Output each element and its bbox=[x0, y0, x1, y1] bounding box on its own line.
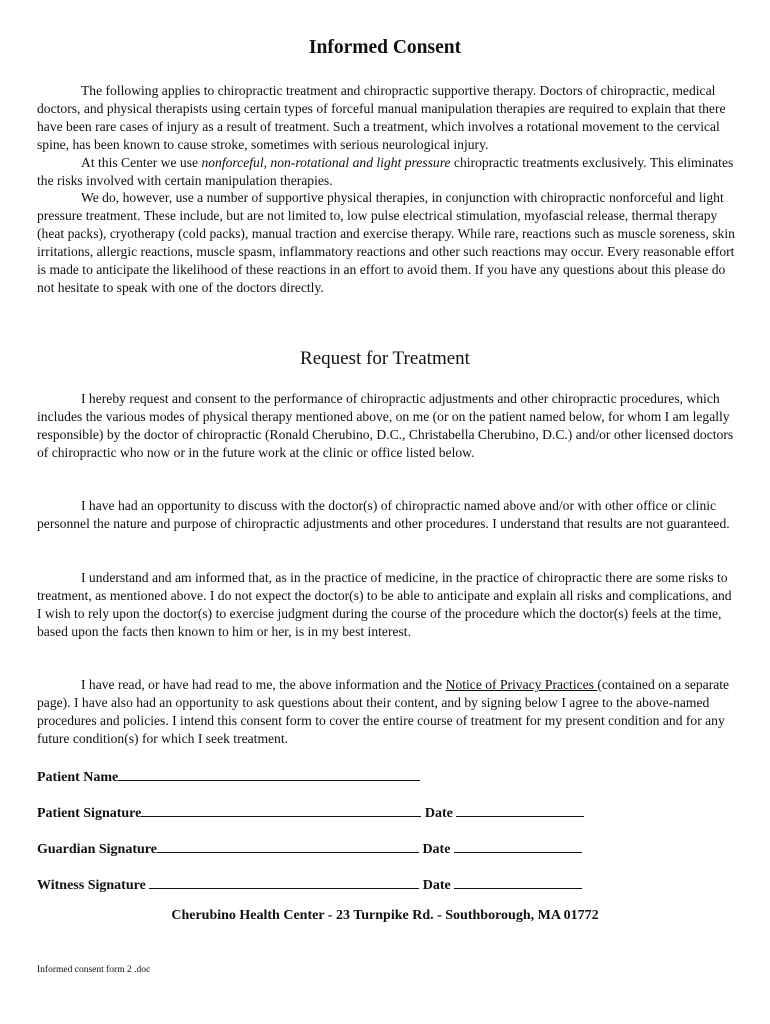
witness-signature-label: Witness Signature bbox=[37, 878, 150, 893]
guardian-signature-field[interactable] bbox=[157, 838, 419, 853]
intro-paragraph-1: The following applies to chiropractic treatment and chiropractic supportive therapy. Doctors of chiropractic, medical doctors, and physical therapists using certain types of forceful manual manipulation therapies are required to explain that there have been rare cases of injury as a result of treatment. Such a treatment, which involves a rotational movement to the cervical spine, has been known to cause stroke, sometimes with serious neurological injury. bbox=[37, 83, 726, 152]
intro-paragraph-3: We do, however, use a number of supportive physical therapies, in conjunction with chiropractic nonforceful and light pressure treatment. These include, but are not limited to, low pulse electrical stimulation, myofascial release, thermal therapy (heat packs), cryotherapy (cold packs), manual traction and exercise therapy. While rare, reactions such as muscle soreness, skin irritations, allergic reactions, muscle spasm, inflammatory reactions and other such reactions may occur. Every reasonable effort is made to anticipate the likelihood of these reactions in an effort to avoid them. If you have any questions about this please do not hesitate to speak with one of the doctors directly. bbox=[37, 190, 735, 295]
witness-signature-field[interactable] bbox=[149, 874, 419, 889]
guardian-signature-row bbox=[37, 838, 582, 858]
intro-p2-text-end: chiropractic treatments exclusively. This eliminates the risks involved with certain manipulation therapies. bbox=[37, 154, 734, 188]
witness-date-label: Date bbox=[422, 878, 455, 893]
witness-date-field[interactable] bbox=[454, 874, 582, 889]
patient-date-field[interactable] bbox=[456, 802, 584, 817]
guardian-date-label: Date bbox=[422, 842, 454, 857]
request-paragraph-4 bbox=[37, 676, 737, 748]
request-p4-text-start: I have read, or have had read to me, the above information and the bbox=[81, 677, 446, 692]
patient-date-label: Date bbox=[424, 806, 457, 821]
document-filename: Informed consent form 2 .doc bbox=[37, 965, 151, 975]
request-heading: Request for Treatment bbox=[300, 348, 470, 369]
guardian-signature-label: Guardian Signature bbox=[37, 842, 157, 857]
patient-signature-row bbox=[37, 802, 584, 822]
request-paragraph-2: I have had an opportunity to discuss with the doctor(s) of chiropractic named above and/or with other office or clinic personnel the nature and purpose of chiropractic adjustments and other procedures. I understand that results are not guaranteed. bbox=[37, 498, 730, 531]
intro-p2-text-start: At this Center we use bbox=[81, 154, 202, 170]
patient-name-field[interactable] bbox=[118, 766, 420, 781]
patient-signature-label: Patient Signature bbox=[37, 806, 142, 821]
patient-name-label: Patient Name bbox=[37, 770, 119, 785]
witness-signature-row bbox=[37, 874, 582, 894]
request-paragraph-3: I understand and am informed that, as in the practice of medicine, in the practice of chiropractic there are some risks to treatment, as mentioned above. I do not expect the doctor(s) to be able to anticipate and explain all risks and complications, and I wish to rely upon the doctor(s) to exercise judgment during the course of the procedure which the doctor(s) feels at the time, based upon the facts then known to him or her, is in my best interest. bbox=[37, 570, 732, 639]
guardian-date-field[interactable] bbox=[454, 838, 582, 853]
patient-name-row bbox=[37, 766, 420, 786]
page-title: Informed Consent bbox=[308, 37, 462, 58]
patient-signature-field[interactable] bbox=[141, 802, 421, 817]
privacy-practices-link[interactable]: Notice of Privacy Practices bbox=[445, 677, 598, 692]
intro-paragraph-2 bbox=[37, 154, 737, 190]
request-p4-text-end: (contained on a separate page). I have also had an opportunity to ask questions about their content, and by signing below I agree to the above-named procedures and policies. I intend this consent form to cover the entire course of treatment for my present condition and for any future condition(s) for which I seek treatment. bbox=[37, 677, 730, 746]
request-paragraph-1: I hereby request and consent to the performance of chiropractic adjustments and other chiropractic procedures, which includes the various modes of physical therapy mentioned above, on me (or on the patient named below, for whom I am legally responsible) by the doctor of chiropractic (Ronald Cherubino, D.C., Christabella Cherubino, D.C.) and/or other licensed doctors of chiropractic who now or in the future work at the clinic or office listed below. bbox=[37, 391, 734, 460]
clinic-address-footer: Cherubino Health Center - 23 Turnpike Rd. - Southborough, MA 01772 bbox=[171, 908, 599, 923]
intro-section bbox=[37, 82, 737, 297]
intro-p2-emphasis: nonforceful, non-rotational and light pressure bbox=[201, 154, 451, 170]
